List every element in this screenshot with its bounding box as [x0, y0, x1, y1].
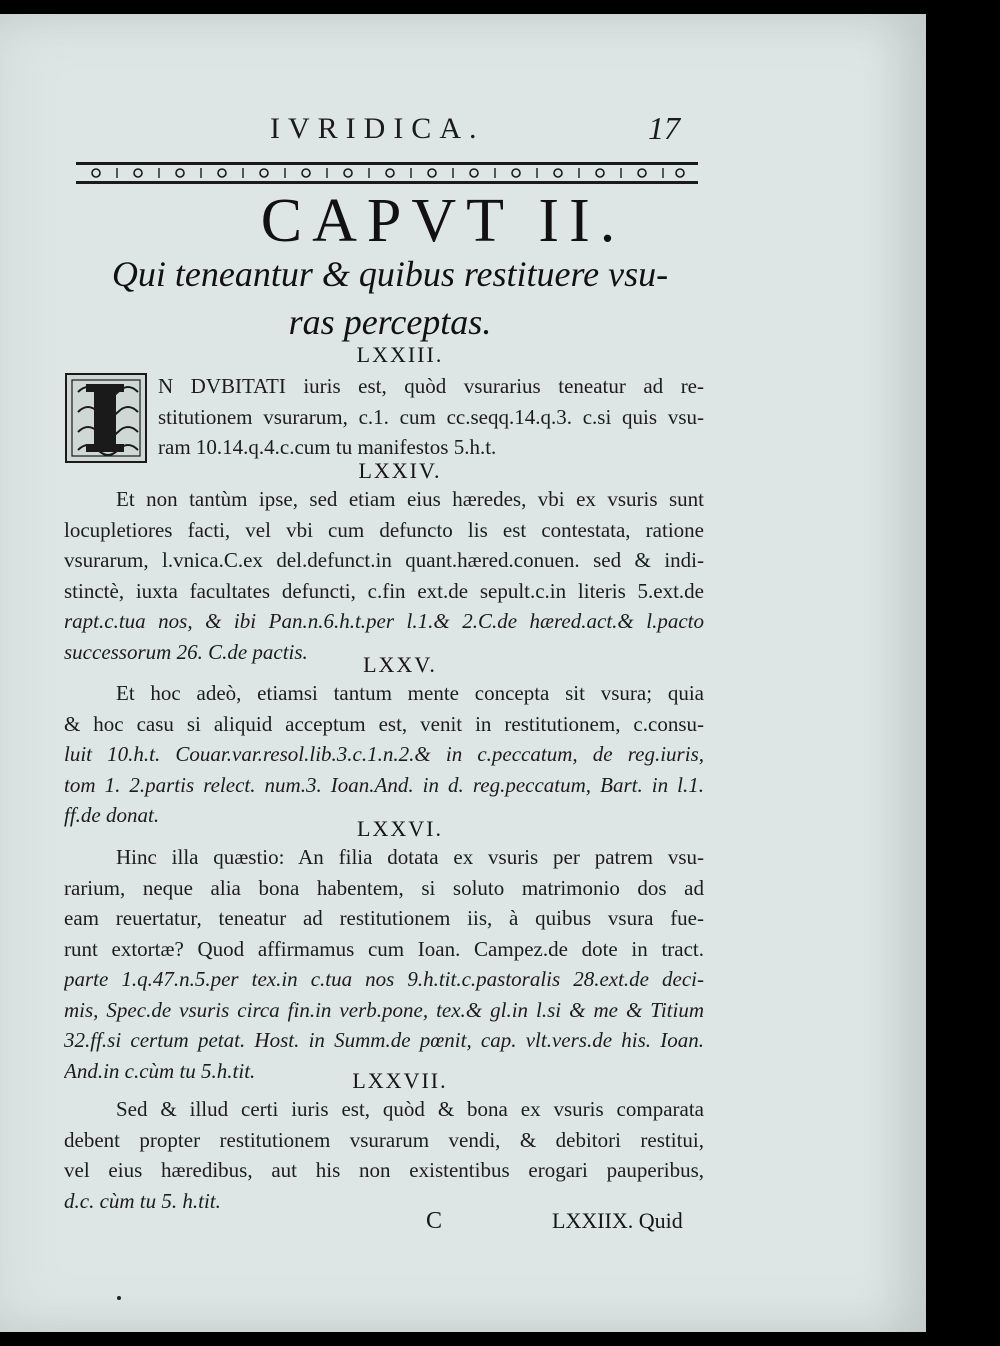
text-line: N DVBITATI iuris est, quòd vsurarius teneatur ad re- — [158, 374, 704, 398]
catchword: LXXIIX. Quid — [552, 1208, 683, 1233]
text-line: locupletiores facti, vel vbi cum defuncto lis est contestata, ratione — [64, 517, 704, 542]
text-line: d.c. cùm tu 5. h.tit. — [64, 1188, 221, 1213]
text-line: parte 1.q.47.n.5.per tex.in c.tua nos 9.h.tit.c.pastoralis 28.ext.de deci- — [64, 967, 704, 991]
text-line: debent propter restitutionem vsurarum vendi, & debitori restitui, — [64, 1127, 704, 1152]
text-line: Hinc illa quæstio: An filia dotata ex vsuris per patrem vsu- — [116, 845, 704, 869]
section-number: LXXVI. — [357, 816, 443, 841]
text-line: ff.de donat. — [64, 803, 160, 827]
text-line: successorum 26. C.de pactis. — [64, 639, 308, 664]
text-line: 32.ff.si certum petat. Host. in Summ.de pœnit, cap. vlt.vers.de his. Ioan. — [64, 1028, 704, 1052]
text-line: vel eius hæredibus, aut his non existentibus erogari pauperibus, — [64, 1158, 704, 1182]
section-text — [64, 484, 704, 667]
text-line: & hoc casu si aliquid acceptum est, venit in restitutionem, c.consu- — [64, 711, 704, 736]
running-head: IVRIDICA. — [270, 112, 485, 145]
decorative-border-ornament — [76, 160, 698, 186]
text-line: rarium, neque alia bona habentem, si soluto matrimonio dos ad — [64, 875, 704, 900]
text-line: Et hoc adeò, etiamsi tantum mente concepta sit vsura; quia — [116, 681, 704, 705]
text-line: stitutionem vsurarum, c.1. cum cc.seqq.14.q.3. c.si quis vsu- — [158, 404, 704, 429]
text-line: stinctè, iuxta facultates defuncti, c.fin ext.de sepult.c.in literis 5.ext.de — [64, 578, 704, 603]
section-text — [64, 842, 704, 1086]
text-line: luit 10.h.t. Couar.var.resol.lib.3.c.1.n.2.& in c.peccatum, de reg.iuris, — [64, 742, 704, 766]
text-line: Sed & illud certi iuris est, quòd & bona ex vsuris comparata — [116, 1097, 704, 1121]
text-line: tom 1. 2.partis relect. num.3. Ioan.And. in d. reg.peccatum, Bart. in l.1. — [64, 772, 704, 797]
text-line: rapt.c.tua nos, & ibi Pan.n.6.h.t.per l.1.& 2.C.de hæred.act.& l.pacto — [64, 609, 704, 633]
subtitle-line: ras perceptas. — [288, 302, 492, 342]
subtitle-line: Qui teneantur & quibus restituere vsu- — [111, 254, 669, 294]
section-number: LXXVII. — [352, 1068, 448, 1093]
section-text — [64, 1094, 704, 1216]
signature-mark: C — [426, 1208, 443, 1234]
text-line: runt extortæ? Quod affirmamus cum Ioan. Campez.de dote in tract. — [64, 936, 704, 961]
chapter-subtitle — [80, 250, 700, 346]
text-line: mis, Spec.de vsuris circa fin.in verb.pone, tex.& gl.in l.si & me & Titium — [64, 997, 704, 1022]
text-line: eam reuertatur, teneatur ad restitutionem iis, à quibus vsura fue- — [64, 906, 704, 930]
page-edge-background — [926, 14, 1000, 1332]
section-number: LXXIII. — [356, 342, 444, 367]
section-text — [64, 678, 704, 831]
text-line: ram 10.14.q.4.c.cum tu manifestos 5.h.t. — [158, 435, 497, 459]
text-line: And.in c.cùm tu 5.h.tit. — [64, 1058, 256, 1083]
section-number: LXXV. — [363, 652, 437, 677]
section-text — [158, 371, 704, 463]
text-line: vsurarum, l.vnica.C.ex del.defunct.in quant.hæred.conuen. sed & indi- — [64, 548, 704, 572]
page-number: 17 — [648, 110, 680, 146]
paper-speck — [117, 1296, 121, 1300]
decorated-initial-i — [64, 372, 148, 464]
text-line: Et non tantùm ipse, sed etiam eius hæredes, vbi ex vsuris sunt — [116, 487, 704, 511]
chapter-title: CAPVT II. — [260, 187, 626, 255]
section-number: LXXIV. — [358, 458, 442, 483]
